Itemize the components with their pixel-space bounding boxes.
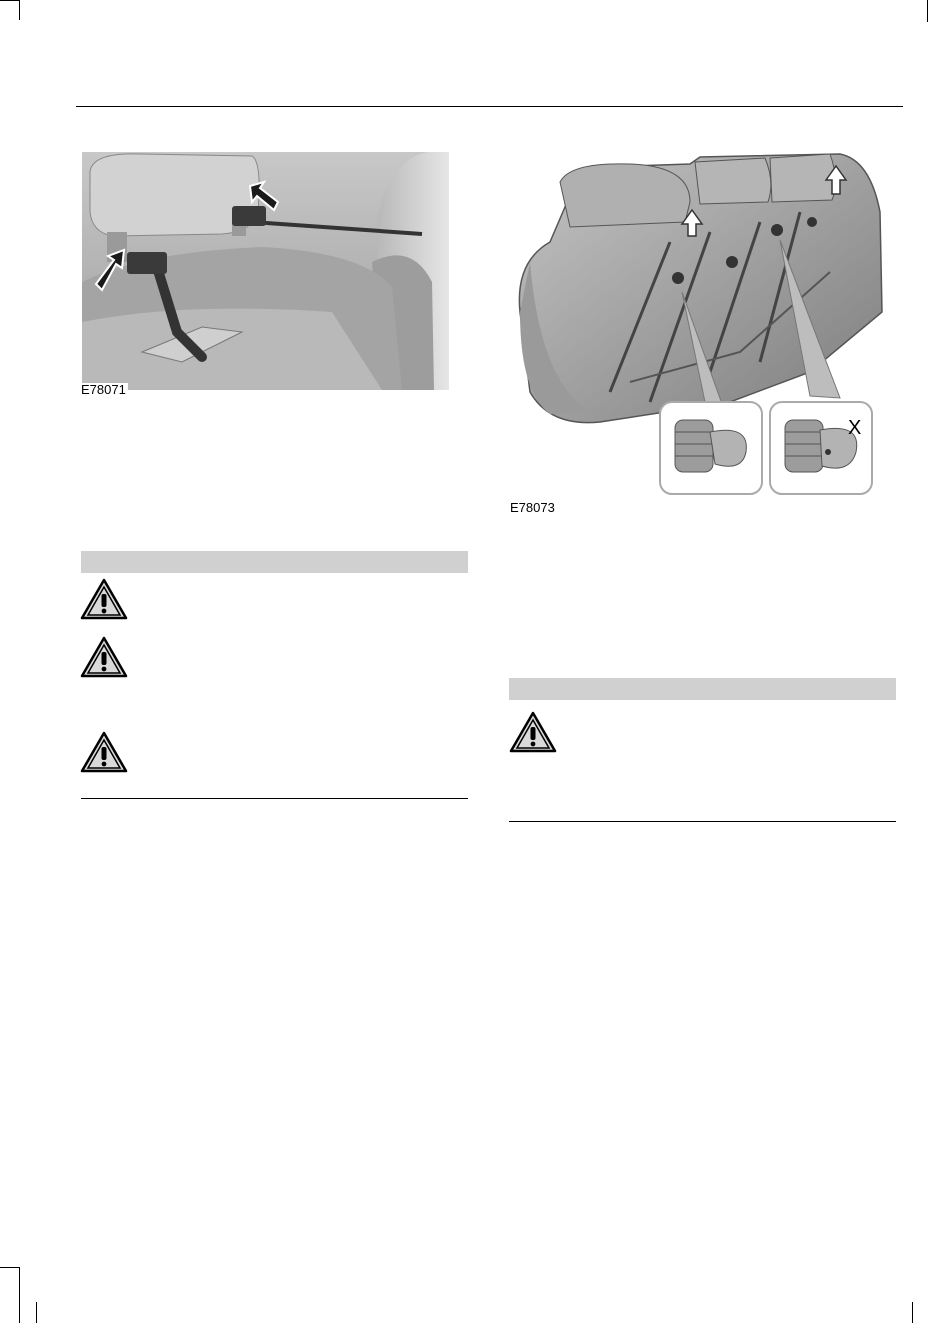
section-end-rule — [81, 798, 468, 799]
crop-mark-bottom-vertical — [912, 1302, 913, 1323]
figure-code: E78073 — [510, 500, 555, 515]
crop-mark-bottom-left — [19, 1267, 20, 1323]
crop-mark-top-vertical — [927, 0, 928, 22]
warning-triangle-icon — [80, 636, 128, 678]
crop-mark-bottom-left — [0, 1267, 20, 1268]
figure-head-restraint-strap — [82, 152, 449, 390]
warning-triangle-icon — [80, 578, 128, 620]
warning-band — [509, 678, 896, 700]
warning-band — [81, 551, 468, 573]
callout-label: X — [848, 417, 862, 439]
warning-triangle-icon — [509, 711, 557, 753]
seatback-illustration — [510, 152, 898, 498]
header-rule — [76, 106, 903, 107]
figure-code: E78071 — [81, 382, 126, 397]
warning-triangle-icon — [80, 731, 128, 773]
crop-mark-bottom-vertical — [36, 1302, 37, 1323]
head-restraint-illustration — [82, 152, 449, 390]
figure-seatback-guides — [510, 152, 898, 498]
section-end-rule — [509, 821, 896, 822]
crop-mark-top-left — [0, 0, 20, 1]
crop-mark-top-left — [19, 0, 20, 20]
